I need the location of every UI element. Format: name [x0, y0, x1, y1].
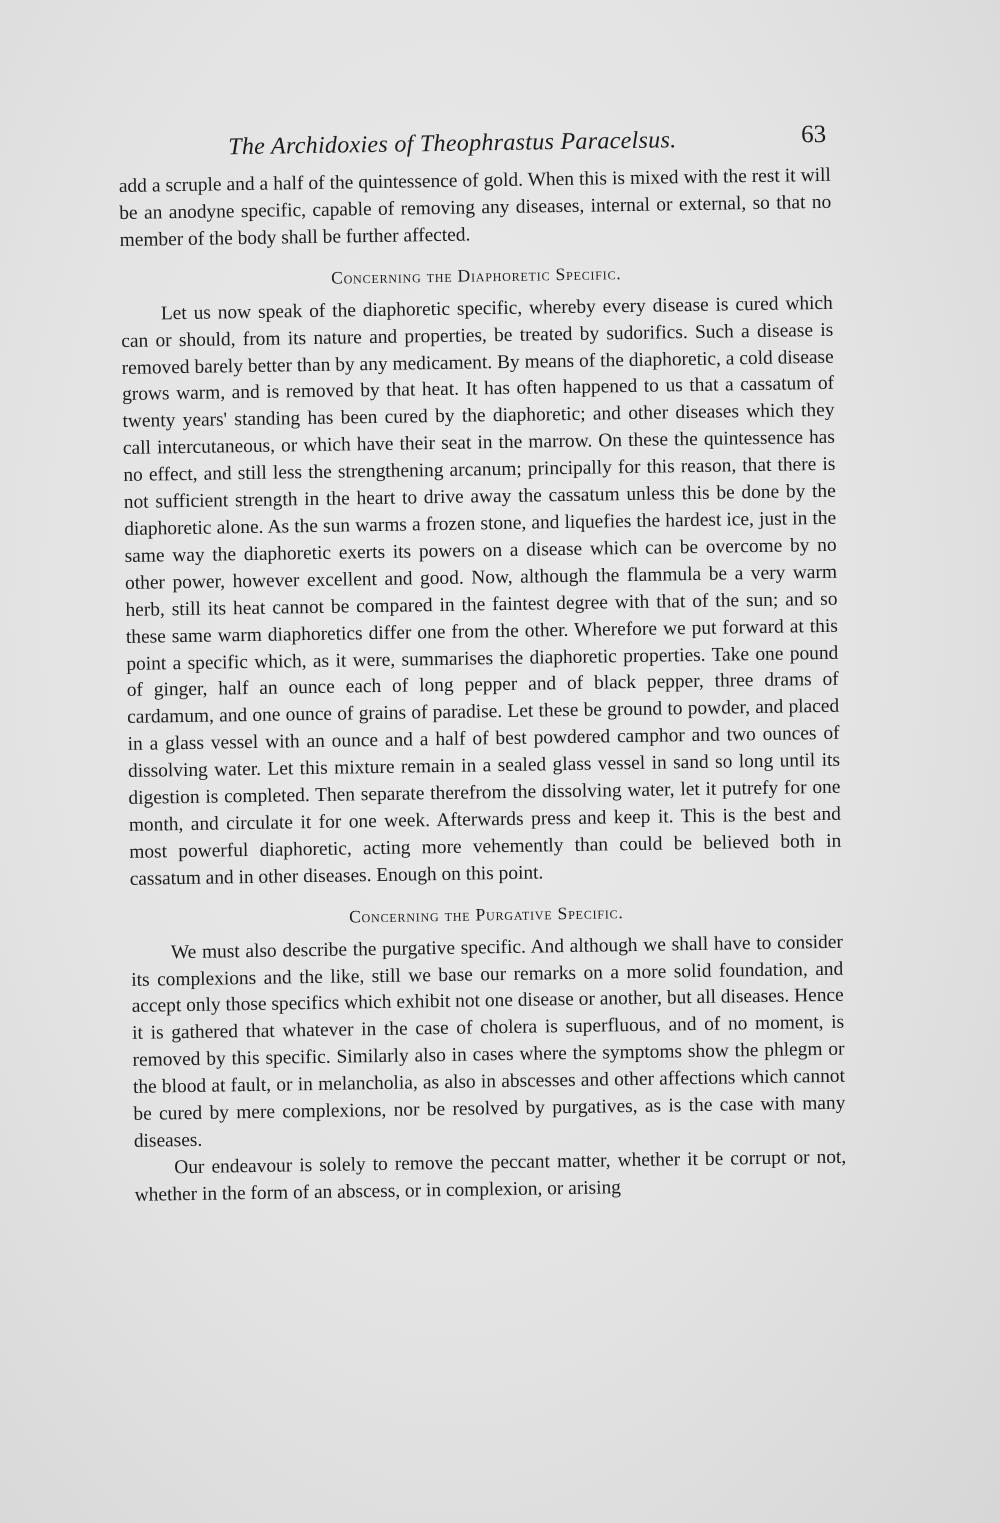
section-heading-purgative: Concerning the Purgative Specific. — [348, 901, 624, 927]
paragraph-diaphoretic: Let us now speak of the diaphoretic specific, whereby every disease is cured which can or should, from its nature and properties, be treated by sudorifics. Such a disease is removed barely better than by any medicament. By means of the diaphoretic, a cold disease grows warm, and is removed by that heat. It has often happened to us that a cassatum of twenty years' standing has been cured by the diaphoretic; and other diseases which they call intercutaneous, or which have their seat in the marrow. On these the quintessence has no effect, and still less the strengthening arcanum; principally for this reason, that there is not sufficient strength in the heart to drive away the cassatum unless this be done by the diaphoretic alone. As the sun warms a frozen stone, and liquefies the hardest ice, just in the same way the diaphoretic exerts its powers on a disease which can be overcome by no other power, however excellent and good. Now, although the flammula be a very warm herb, still its heat cannot be compared in the faintest degree with that of the sun; and so these same warm diaphoretics differ one from the other. Wherefore we put forward at this point a specific which, as it were, summarises the diaphoretic properties. Take one pound of ginger, half an ounce each of long pepper and of black pepper, three drams of cardamum, and one ounce of grains of paradise. Let these be ground to powder, and placed in a glass vessel with an ounce and a half of best powdered camphor and two ounces of dissolving water. Let this mixture remain in a sealed glass vessel in sand so long until its digestion is completed. Then separate therefrom the dissolving water, let it putrefy for one month, and circulate it for one week. Afterwards press and keep it. This is the best and most powerful diaphoretic, acting more vehemently than could be believed both in cassatum and in other diseases. Enough on this point. — [121, 292, 842, 890]
page-text-block — [118, 121, 847, 1210]
paragraph-endeavour: Our endeavour is solely to remove the peccant matter, whether it be corrupt or not, whether in the form of an abscess, or in complexion, or arising — [134, 1146, 847, 1206]
running-header — [118, 121, 830, 168]
running-title: The Archidoxies of Theophrastus Paracelsus. — [228, 127, 677, 161]
paragraph-purgative: We must also describe the purgative specific. And although we shall have to consider its complexions and the like, still we base our remarks on a more solid foundation, and accept only those specifics which exhibit not one disease or another, but all diseases. Hence it is gathered that whatever in the case of cholera is superfluous, and of no moment, is removed by this specific. Similarly also in cases where the symptoms show the phlegm or the blood at fault, or in melancholia, as also in abscesses and other affections which cannot be cured by mere complexions, nor be resolved by purgatives, as is the case with many diseases. — [131, 931, 846, 1152]
paragraph-continuation: add a scruple and a half of the quintessence of gold. When this is mixed with the rest it will be an anodyne specific, capable of removing any diseases, internal or external, so that no member of the body shall be further affected. — [118, 164, 832, 251]
page-number: 63 — [800, 120, 827, 149]
section-heading-diaphoretic: Concerning the Diaphoretic Specific. — [330, 262, 622, 288]
